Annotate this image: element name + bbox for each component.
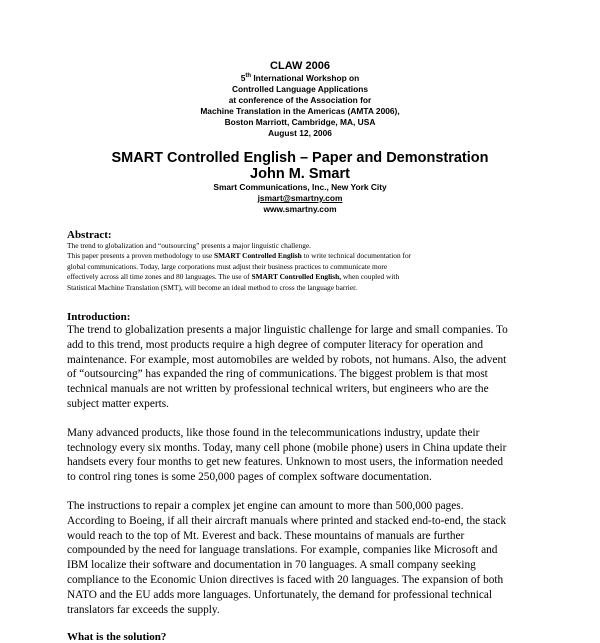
introduction-paragraph-2 [67,426,537,485]
paragraph-line: of “outsourcing” has expanded the ring of communications. The biggest problem is that most [67,368,488,381]
paragraph-line: According to Boeing, if all their aircraft manuals where printed and stacked end-to-end, the stack [67,514,507,527]
paragraph-line: translators far exceeds the supply. [67,603,220,616]
next-section-heading: What is the solution? [67,631,167,643]
paragraph-line: add to this trend, most products require a high degree of computer literacy for operation and [67,338,483,351]
conference-line: Machine Translation in the Americas (AMTA 2006), [200,106,400,116]
conference-date: August 12, 2006 [268,128,332,138]
conference-edition [0,73,600,84]
abstract-line: global communications. Today, large corporations must adjust their business practices to communicate more [67,261,388,271]
abstract-heading: Abstract: [67,229,112,241]
paragraph-line: handsets every four months to get new features. Unknown to most users, the information needed [67,456,504,469]
abstract-section [67,229,537,293]
paragraph-line: The trend to globalization presents a major linguistic challenge for large and small companies. To [67,324,508,336]
paragraph-line: subject matter experts. [67,397,169,410]
abstract-line: Statistical Machine Translation (SMT), will become an ideal method to cross the language barrier. [67,282,358,292]
paragraph-line: technology every six months. Today, many cell phone (mobile phone) users in China update their [67,441,507,454]
edition-number: 5 [240,73,246,83]
abstract-text: when coupled with [341,272,400,282]
abstract-line [67,251,537,261]
abstract-text: to write technical documentation for [301,251,412,261]
edition-superscript: th [245,73,252,80]
abstract-emphasis: SMART Controlled English, [251,272,342,282]
author-name: John M. Smart [250,166,350,182]
paragraph-line: The instructions to repair a complex jet engine can amount to more than 500,000 pages. [67,499,464,512]
conference-title: CLAW 2006 [270,60,330,72]
paragraph-line: NATO and the EU adds more languages. Unfortunately, the demand for professional technical [67,588,493,601]
abstract-text: effectively across all time zones and 80 languages. The use of [67,272,250,282]
abstract-text: This paper presents a proven methodology to use [67,251,214,261]
paragraph-line: maintenance. For example, most automobiles are welded by robots, not humans. Also, the advent [67,353,507,366]
conference-line: at conference of the Association for [228,95,372,105]
paragraph-line: Many advanced products, like those found in the telecommunications industry, update their [67,426,480,439]
introduction-heading: Introduction: [67,311,131,323]
introduction-section [67,311,537,643]
abstract-emphasis: SMART Controlled English [213,251,302,261]
paper-title: SMART Controlled English – Paper and Demonstration [111,150,489,166]
paragraph-line: to control ring tones is some 250,000 pages of complex software documentation. [67,471,432,484]
paragraph-line: technical manuals are not written by professional technical writers, but engineers who are the [67,383,489,396]
abstract-line: The trend to globalization and “outsourcing” presents a major linguistic challenge. [67,241,312,250]
conference-location: Boston Marriott, Cambridge, MA, USA [224,117,376,127]
introduction-paragraph-1 [67,323,537,412]
paragraph-line: compounded by the need for language translations. For example, companies like Microsoft and [67,544,498,557]
paragraph-line: IBM localize their software and documentation in 70 languages. A small company seeking [67,559,476,572]
abstract-line [67,272,537,282]
paragraph-line: compliance to the Economic Union directives is faced with 20 languages. The expansion of both [67,573,504,586]
author-website: www.smartny.com [263,204,337,214]
edition-rest: International Workshop on [251,73,360,83]
author-affiliation: Smart Communications, Inc., New York City [213,182,387,192]
author-email-link[interactable]: jsmart@smartny.com [257,193,343,203]
paragraph-line: would reach to the top of Mt. Everest and back. These mountains of manuals are further [67,529,465,542]
conference-line: Controlled Language Applications [231,84,369,94]
